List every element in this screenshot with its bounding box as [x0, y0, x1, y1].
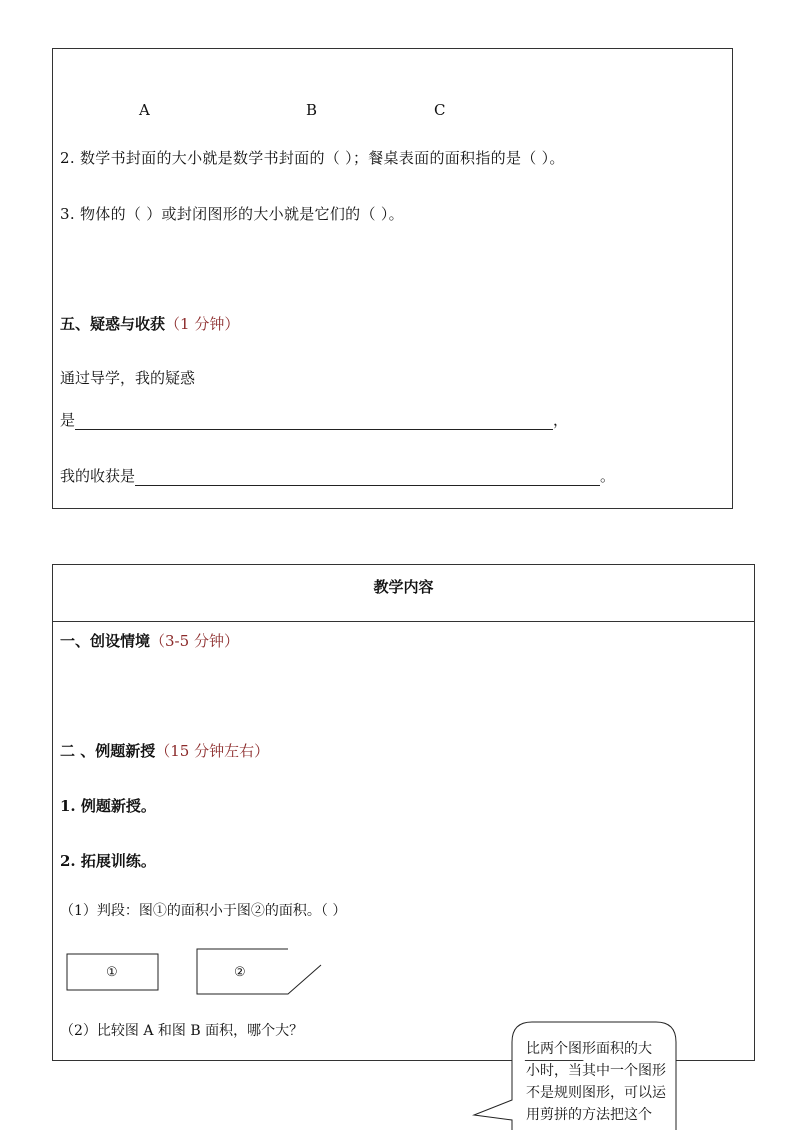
section-1-heading: [60, 631, 239, 651]
doubt-intro: 通过导学，我的疑惑: [60, 369, 196, 387]
choice-a-label: A: [139, 101, 150, 119]
gain-line: [60, 466, 615, 486]
table-header: 教学内容: [373, 578, 434, 596]
doubt-suffix: ，: [553, 411, 569, 429]
doubt-blank[interactable]: [75, 414, 553, 430]
section-2-heading: [60, 741, 269, 761]
compare-question: （2）比较图 A 和图 B 面积，哪个大？: [60, 1023, 304, 1039]
callout-line-1: 比两个图形面积的大: [526, 1041, 652, 1057]
judge-question: （1）判段：图①的面积小于图②的面积。（ ）: [60, 903, 347, 919]
figure-1-label: ①: [106, 965, 118, 980]
worksheet-box-upper: [52, 48, 733, 509]
callout-line-4: 用剪拼的方法把这个: [526, 1107, 652, 1123]
item-1: 1. 例题新授。: [60, 797, 156, 815]
doubt-line: [60, 410, 568, 430]
section-5-title: 五、疑惑与收获: [60, 315, 166, 333]
gain-prefix: 我的收获是: [60, 467, 136, 485]
doubt-prefix: 是: [60, 411, 76, 429]
callout-line-2: 小时，当其中一个图形: [526, 1063, 666, 1079]
section-5-time: （1 分钟）: [165, 315, 240, 333]
callout-line-3: 不是规则图形，可以运: [526, 1085, 666, 1101]
header-divider: [53, 621, 754, 622]
figure-2-label: ②: [234, 965, 246, 980]
gain-suffix: 。: [600, 467, 616, 485]
choice-b-label: B: [306, 101, 318, 119]
section-2-time: （15 分钟左右）: [155, 742, 270, 760]
section-5-heading: [60, 314, 239, 334]
gain-blank[interactable]: [135, 470, 600, 486]
section-1-time: （3-5 分钟）: [150, 632, 239, 650]
choice-c-label: C: [434, 101, 446, 119]
item-2: 2. 拓展训练。: [60, 852, 156, 870]
question-2: 2. 数学书封面的大小就是数学书封面的（ ）；餐桌表面的面积指的是（ ）。: [60, 149, 565, 167]
figure-2-shape: [195, 947, 325, 997]
question-3: 3. 物体的（ ）或封闭图形的大小就是它们的（ ）。: [60, 205, 404, 223]
section-2-title: 二 、例题新授: [60, 742, 156, 760]
section-1-title: 一、创设情境: [60, 632, 151, 650]
